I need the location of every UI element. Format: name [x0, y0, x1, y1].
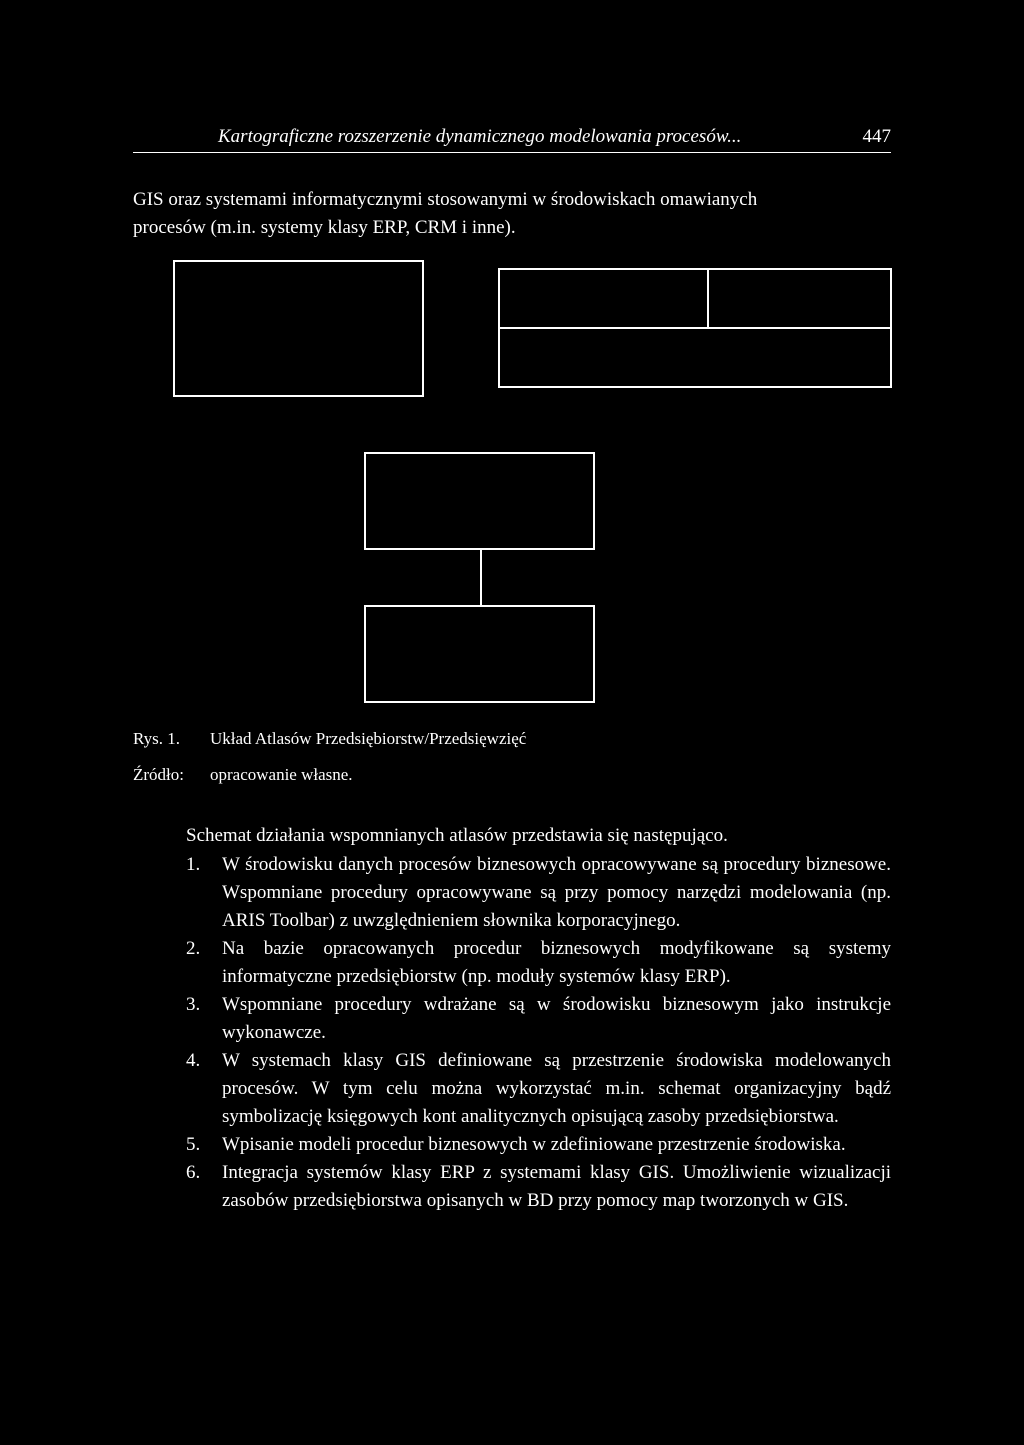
list-item: [186, 1159, 891, 1215]
figure-caption-text: Układ Atlasów Przedsiębiorstw/Przedsięwzięć: [210, 729, 527, 748]
list-item-text: Integracja systemów klasy ERP z systemami klasy GIS. Umożliwienie wizualizacji zasobów przedsiębiorstwa opisanych w BD przy pomocy map tworzonych w GIS.: [222, 1162, 891, 1211]
figure-connector: [480, 549, 482, 606]
figure-box-top-left: [173, 260, 424, 397]
figure-box-middle: [364, 452, 595, 550]
list-item-text: Na bazie opracowanych procedur biznesowych modyfikowane są systemy informatyczne przedsiębiorstw (np. moduły systemów klasy ERP).: [222, 938, 891, 987]
figure-source: [0, 763, 1024, 787]
intro-line-2: procesów (m.in. systemy klasy ERP, CRM i inne).: [133, 217, 516, 238]
figure-divider-vertical: [707, 268, 709, 328]
figure-source-text: opracowanie własne.: [210, 765, 353, 784]
list-item: [186, 1131, 891, 1159]
list-item: [186, 851, 891, 935]
list-item: [186, 1047, 891, 1131]
intro-paragraph: [133, 186, 891, 242]
page-number: 447: [862, 126, 891, 147]
list-item: [186, 991, 891, 1047]
running-header-title: Kartograficzne rozszerzenie dynamicznego modelowania procesów...: [218, 126, 742, 147]
list-item-number: 2.: [186, 938, 201, 959]
intro-line-1: GIS oraz systemami informatycznymi stosowanymi w środowiskach omawianych: [133, 189, 758, 210]
list-item-number: 4.: [186, 1050, 201, 1071]
list-item-number: 3.: [186, 994, 201, 1015]
body-lead: Schemat działania wspomnianych atlasów przedstawia się następująco.: [186, 825, 728, 846]
list-item-text: W systemach klasy GIS definiowane są przestrzenie środowiska modelowanych procesów. W tym celu można wykorzystać m.in. schemat organizacyjny bądź symbolizację księgowych kont analitycznych opisującą zasoby przedsiębiorstwa.: [222, 1050, 891, 1127]
figure-caption: [0, 727, 1024, 751]
figure-divider-horizontal: [498, 327, 892, 329]
list-item-number: 5.: [186, 1134, 201, 1155]
body-text: [186, 822, 891, 1215]
list-item: [186, 935, 891, 991]
list-item-number: 6.: [186, 1162, 201, 1183]
running-header: [133, 122, 891, 153]
figure-caption-label: Rys. 1.: [133, 729, 181, 748]
list-item-text: Wpisanie modeli procedur biznesowych w zdefiniowane przestrzenie środowiska.: [222, 1134, 846, 1155]
figure-source-label: Źródło:: [133, 765, 184, 784]
list-item-text: Wspomniane procedury wdrażane są w środowisku biznesowym jako instrukcje wykonawcze.: [222, 994, 891, 1043]
list-item-text: W środowisku danych procesów biznesowych opracowywane są procedury biznesowe. Wspomniane procedury opracowywane są przy pomocy narzędzi modelowania (np. ARIS Toolbar) z uwzględnieniem słownika korporacyjnego.: [222, 854, 891, 931]
list-item-number: 1.: [186, 854, 201, 875]
figure-box-bottom: [364, 605, 595, 703]
